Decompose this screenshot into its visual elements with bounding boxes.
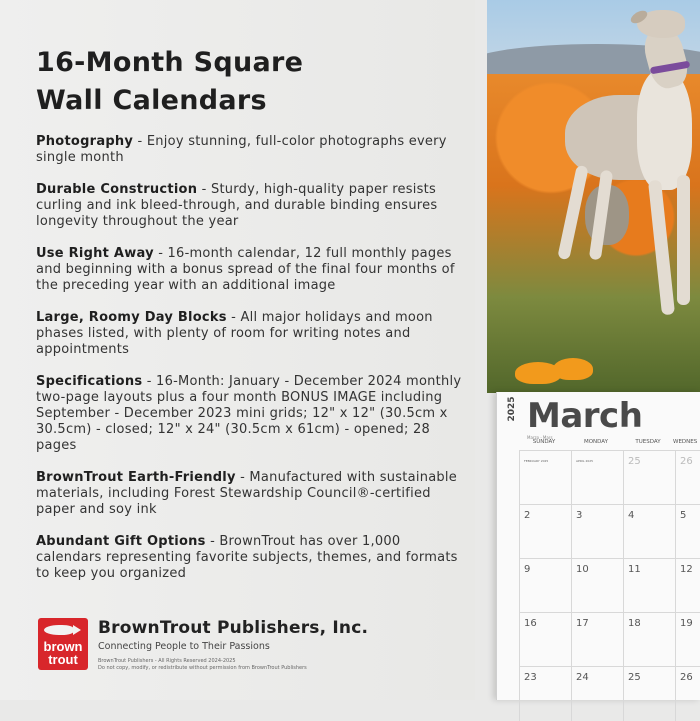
day-number: 11 <box>628 564 641 575</box>
day-number: 2 <box>524 510 531 521</box>
copyright-notice: BrownTrout Publishers - All Rights Reserved 2024-2025 Do not copy, modify, or redistribute without permission from BrownTrout Publishers <box>98 658 307 671</box>
calendar-cell <box>675 450 700 505</box>
day-header: TUESDAY <box>635 439 661 445</box>
day-header: WEDNES <box>673 439 698 445</box>
calendar-cell <box>675 666 700 721</box>
feature-text: - Manufactured with sustainable materials, including Forest Stewardship Council®-certified paper and soy ink <box>36 470 458 517</box>
publisher-name: BrownTrout Publishers, Inc. <box>98 618 369 638</box>
calendar-month: March <box>527 396 643 436</box>
feature-list <box>36 134 466 598</box>
day-number: 17 <box>576 618 589 629</box>
feature-heading: Abundant Gift Options <box>36 534 206 549</box>
day-number: 23 <box>524 672 537 683</box>
calendar-cell <box>623 666 676 721</box>
feature-heading: BrownTrout Earth-Friendly <box>36 470 236 485</box>
day-number: 9 <box>524 564 531 575</box>
feature-text: - Sturdy, high-quality paper resists curling and ink bleed-through, and durable binding ensures longevity throughout the year <box>36 182 438 229</box>
feature-photography <box>36 134 466 166</box>
calendar-cell <box>519 558 572 613</box>
title-line-1: 16-Month Square <box>36 47 304 78</box>
calendar-grid <box>519 450 700 700</box>
day-header: MONDAY <box>583 439 609 445</box>
calendar-cell <box>623 450 676 505</box>
logo-text-trout: trout <box>48 652 78 667</box>
trout-fish-icon <box>44 625 74 635</box>
publisher-tagline: Connecting People to Their Passions <box>98 641 270 652</box>
day-number: 18 <box>628 618 641 629</box>
feature-text: - 16-Month: January - December 2024 monthly two-page layouts plus a four month BONUS IMAGE including September - December 2023 mini grids; 12" x 12" (30.5cm x 30.5cm) - closed; 12" x 24" (30.5cm x 61cm) - opened; 28 pages <box>36 374 462 453</box>
calendar-cell <box>571 558 624 613</box>
greyhound-photo <box>487 0 700 393</box>
day-number: 10 <box>576 564 589 575</box>
feature-heading: Photography <box>36 134 134 149</box>
day-number: 4 <box>628 510 635 521</box>
day-number: 3 <box>576 510 583 521</box>
day-number: 12 <box>680 564 693 575</box>
page-title <box>36 44 466 120</box>
calendar-cell <box>675 504 700 559</box>
day-number: 24 <box>576 672 589 683</box>
calendar-cell <box>623 504 676 559</box>
day-number: 25 <box>628 672 641 683</box>
feature-heading: Specifications <box>36 374 143 389</box>
day-number: 25 <box>628 456 641 467</box>
browntrout-logo <box>38 618 88 670</box>
calendar-cell <box>623 558 676 613</box>
feature-heading: Use Right Away <box>36 246 154 261</box>
feature-earth-friendly <box>36 470 466 518</box>
poppy-flower <box>553 358 593 380</box>
calendar-cell <box>519 504 572 559</box>
calendar-cell <box>675 558 700 613</box>
calendar-cell <box>519 612 572 667</box>
day-number: 5 <box>680 510 687 521</box>
feature-gift-options <box>36 534 466 582</box>
title-line-2: Wall Calendars <box>36 85 267 116</box>
day-header: SUNDAY <box>532 439 556 445</box>
feature-specifications <box>36 374 466 454</box>
feature-text: - BrownTrout has over 1,000 calendars representing favorite subjects, themes, and formats to keep you organized <box>36 534 458 581</box>
feature-heading: Durable Construction <box>36 182 198 197</box>
feature-heading: Large, Roomy Day Blocks <box>36 310 227 325</box>
feature-durable-construction <box>36 182 466 230</box>
day-number: 26 <box>680 672 693 683</box>
calendar-cell <box>571 612 624 667</box>
calendar-cell <box>623 612 676 667</box>
mini-calendar-february: FEBRUARY 2025 <box>524 459 549 463</box>
calendar-cell <box>571 666 624 721</box>
feature-use-right-away <box>36 246 466 294</box>
calendar-cell <box>519 666 572 721</box>
publisher-brand <box>38 618 458 678</box>
calendar-page <box>496 392 700 700</box>
dog-leg <box>677 175 690 305</box>
calendar-cell <box>675 612 700 667</box>
feature-day-blocks <box>36 310 466 358</box>
feature-text: - Enjoy stunning, full-color photographs every single month <box>36 134 447 165</box>
calendar-cell <box>519 450 572 505</box>
feature-text: - All major holidays and moon phases listed, with plenty of room for writing notes and appointments <box>36 310 433 357</box>
day-number: 26 <box>680 456 693 467</box>
calendar-cell <box>571 504 624 559</box>
day-number: 19 <box>680 618 693 629</box>
mini-calendar-april: APRIL 2025 <box>576 459 594 463</box>
calendar-year: 2025 <box>507 396 517 422</box>
calendar-cell <box>571 450 624 505</box>
month-translations: Marzo · Mars <box>527 435 553 440</box>
day-number: 16 <box>524 618 537 629</box>
logo-text-brown: brown <box>43 639 83 654</box>
feature-text: - 16-month calendar, 12 full monthly pages and beginning with a bonus spread of the final four months of the preceding year with an additional image <box>36 246 455 293</box>
